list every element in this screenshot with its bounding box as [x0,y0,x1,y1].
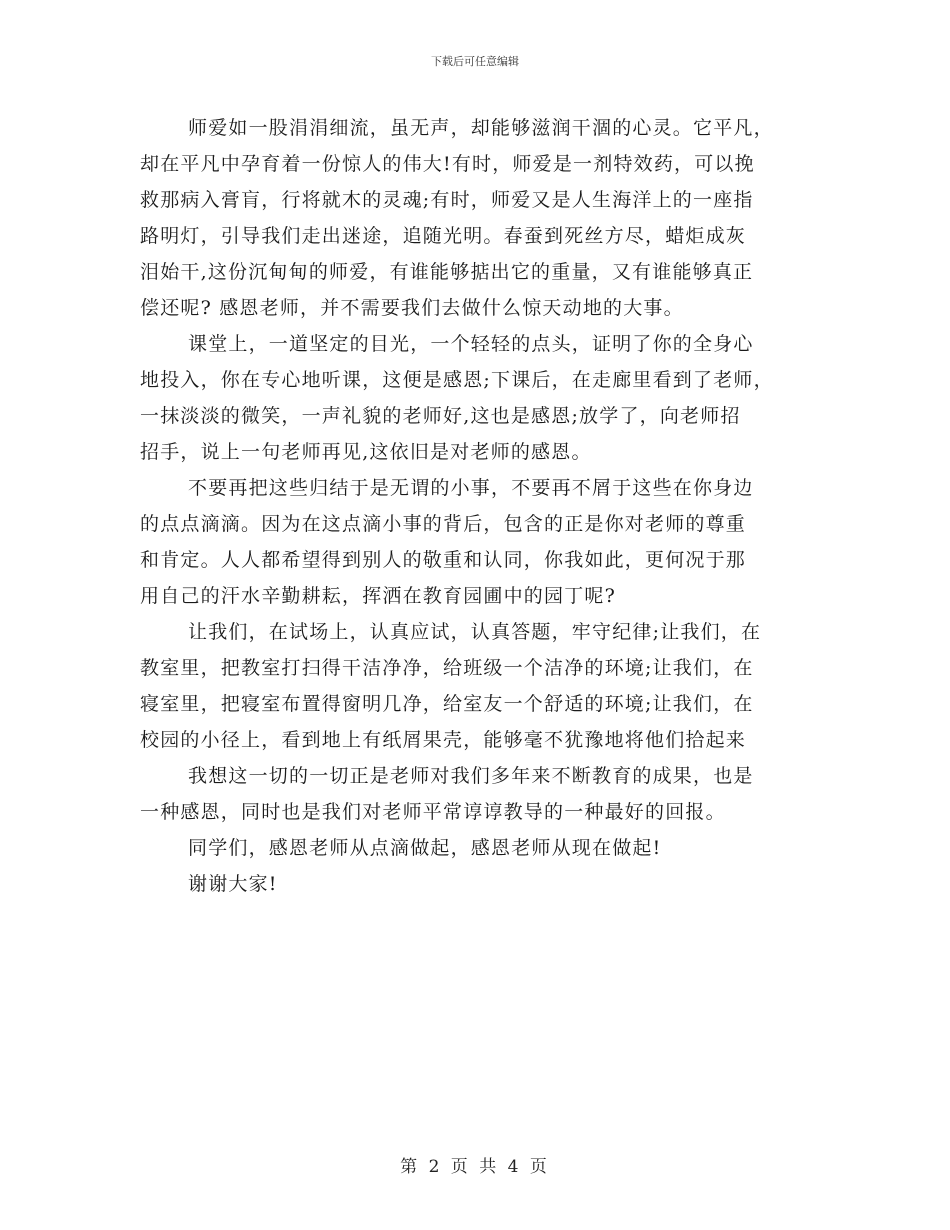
page-number-footer: 第 2 页 共 4 页 [400,1157,550,1177]
text-line: 教室里，把教室打扫得干洁净净，给班级一个洁净的环境;让我们，在 [140,657,754,679]
text-line: 一种感恩，同时也是我们对老师平常谆谆教导的一种最好的回报。 [140,801,726,823]
text-line: 的点点滴滴。因为在这点滴小事的背后，包含的正是你对老师的尊重 [140,513,747,535]
document-body [140,110,820,902]
paragraph [140,110,820,326]
text-line: 却在平凡中孕育着一份惊人的伟大!有时，师爱是一剂特效药，可以挽 [140,153,755,175]
text-line: 泪始干,这份沉甸甸的师爱，有谁能够掂出它的重量，又有谁能够真正 [140,261,754,283]
text-line: 救那病入膏肓，行将就木的灵魂;有时，师爱又是人生海洋上的一座指 [140,189,754,211]
text-line: 招手，说上一句老师再见,这依旧是对老师的感恩。 [140,441,592,463]
paragraph [140,326,820,470]
paragraph [140,866,820,902]
text-line: 谢谢大家! [188,873,278,895]
paragraph [140,614,820,758]
text-line: 让我们，在试场上，认真应试，认真答题，牢守纪律;让我们，在 [188,621,762,643]
text-line: 校园的小径上，看到地上有纸屑果壳，能够毫不犹豫地将他们拾起来 [140,729,747,751]
text-line: 寝室里，把寝室布置得窗明几净，给室友一个舒适的环境;让我们，在 [140,693,754,715]
text-line: 和肯定。人人都希望得到别人的敬重和认同，你我如此，更何况于那 [140,549,747,571]
text-line: 课堂上，一道坚定的目光，一个轻轻的点头，证明了你的全身心 [188,333,754,355]
paragraph [140,758,820,830]
text-line: 偿还呢? 感恩老师，并不需要我们去做什么惊天动地的大事。 [140,297,684,319]
text-line: 我想这一切的一切正是老师对我们多年来不断教育的成果，也是 [188,765,754,787]
text-line: 地投入，你在专心地听课，这便是感恩;下课后，在走廊里看到了老师， [140,369,774,391]
text-line: 同学们，感恩老师从点滴做起，感恩老师从现在做起! [188,837,662,859]
page-header-note: 下载后可任意编辑 [431,55,519,68]
text-line: 不要再把这些归结于是无谓的小事，不要再不屑于这些在你身边 [188,477,754,499]
paragraph [140,830,820,866]
text-line: 一抹淡淡的微笑，一声礼貌的老师好,这也是感恩;放学了，向老师招 [140,405,741,427]
text-line: 师爱如一股涓涓细流，虽无声，却能够滋润干涸的心灵。它平凡， [188,117,774,139]
paragraph [140,470,820,614]
text-line: 路明灯，引导我们走出迷途，追随光明。春蚕到死丝方尽，蜡炬成灰 [140,225,747,247]
text-line: 用自己的汗水辛勤耕耘，挥洒在教育园圃中的园丁呢? [140,585,616,607]
